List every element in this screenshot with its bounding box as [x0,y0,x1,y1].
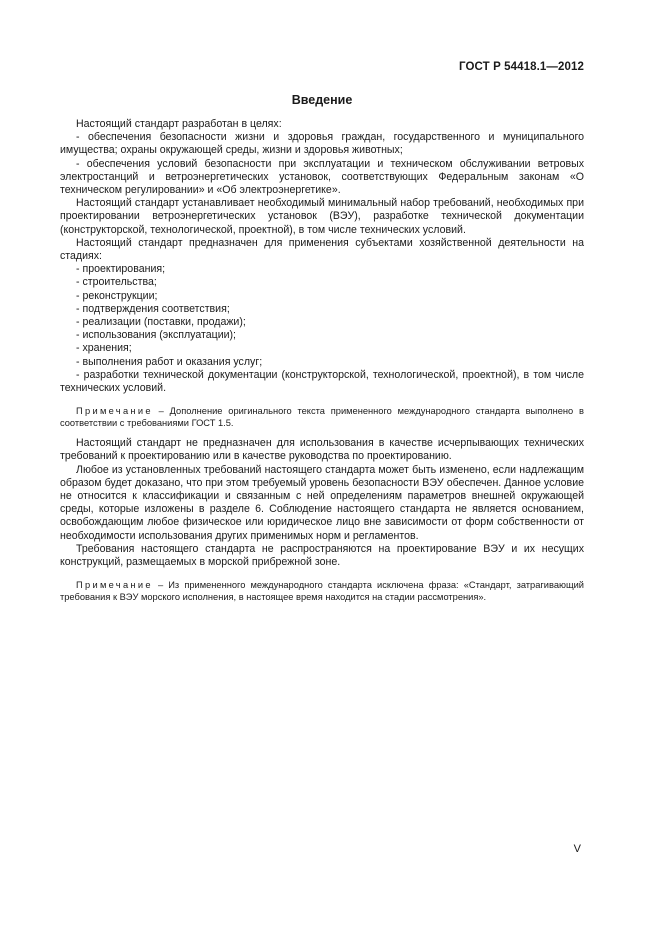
stage-item: - выполнения работ и оказания услуг; [76,355,263,368]
limitation-paragraph: Настоящий стандарт не предназначен для использования в качестве исчерпывающих технических требований к проектированию или в качестве руководства по проектированию. [60,437,584,463]
stage-item: - разработки технической документации (конструкторской, технологической, проектной), в том числе технических условий. [60,368,584,395]
document-content [60,92,584,611]
page-number: V [573,843,581,855]
note-text: – Дополнение оригинального текста примененного международного стандарта выполнено в соответствии с требованиями ГОСТ 1.5. [60,406,584,429]
exclusion-paragraph: Требования настоящего стандарта не распространяются на проектирование ВЭУ и их несущих конструкций, размещаемых в морской прибрежной зоне. [60,542,584,569]
note-2 [60,579,584,603]
modification-paragraph: Любое из установленных требований настоящего стандарта может быть изменено, если надлежащим образом будет доказано, что при этом требуемый уровень безопасности ВЭУ обеспечен. Данное условие не относится к классификации и связанным с ней определениям параметров внешней окружающей среды, которые изложены в разделе 6. Соблюдение настоящего стандарта не является основанием, освобождающим любое физическое или юридическое лицо вне зависимости от форм собственности от необходимости использования других применимых норм и регламентов. [60,463,584,542]
note-1 [60,405,584,429]
stage-item: - проектирования; [76,263,166,276]
stage-item: - реализации (поставки, продажи); [76,316,246,329]
stage-item: - строительства; [76,276,157,289]
stage-item: - хранения; [76,342,132,355]
scope-paragraph: Настоящий стандарт устанавливает необходимый минимальный набор требований, необходимых при проектировании ветроэнергетических установок (ВЭУ), разработке технической документации (конструкторской, технологической, проектной), в том числе технических условий. [60,197,584,236]
stage-item: - реконструкции; [76,289,158,302]
document-header: ГОСТ Р 54418.1—2012 [459,61,584,73]
section-title: Введение [291,93,353,107]
note-text: – Из примененного международного стандарта исключена фраза: «Стандарт, затрагивающий требования к ВЭУ морского исполнения, в настоящее время находится на стадии рассмотрения». [60,580,584,603]
intro-paragraph: Настоящий стандарт разработан в целях: [76,118,282,130]
note-label: Примечание [76,406,153,417]
note-label: Примечание [76,580,153,591]
goal-item: - обеспечения условий безопасности при эксплуатации и техническом обслуживании ветровых электростанций и ветроэнергетических установок, соответствующих Федеральным законам «О техническом регулировании» и «Об электроэнергетике». [60,157,584,197]
application-paragraph: Настоящий стандарт предназначен для применения субъектами хозяйственной деятельности на стадиях: [60,236,584,263]
stage-item: - использования (эксплуатации); [76,329,236,342]
stage-item: - подтверждения соответствия; [76,302,230,315]
goal-item: - обеспечения безопасности жизни и здоровья граждан, государственного и муниципального имущества; охраны окружающей среды, жизни и здоровья животных; [60,131,584,157]
